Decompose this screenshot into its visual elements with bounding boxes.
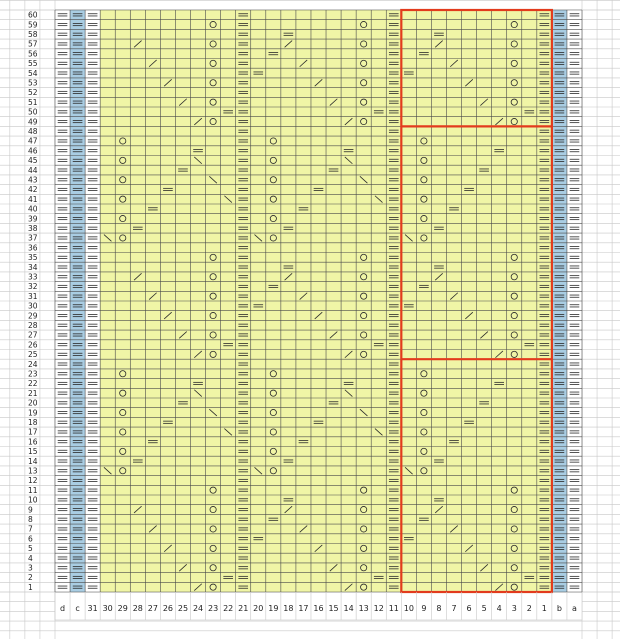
row-label: 36 (28, 243, 38, 253)
row-label: 59 (28, 20, 38, 30)
row-label: 2 (28, 573, 33, 583)
row-label: 11 (28, 485, 38, 495)
column-label: 23 (208, 604, 219, 613)
column-label: 24 (192, 604, 204, 613)
row-label: 1 (28, 582, 33, 592)
column-label: 9 (421, 604, 427, 613)
row-label: 29 (28, 311, 38, 321)
column-label: 8 (436, 604, 442, 613)
row-label: 30 (28, 301, 38, 311)
column-label: 13 (358, 604, 369, 613)
column-label: b (556, 604, 562, 613)
column-label: 31 (87, 604, 98, 613)
row-label: 45 (28, 156, 38, 166)
row-label: 40 (28, 204, 38, 214)
row-label: 52 (28, 88, 38, 98)
row-label: 60 (28, 10, 38, 20)
row-label: 3 (28, 563, 33, 573)
row-label: 34 (28, 262, 38, 272)
row-label: 35 (28, 253, 38, 263)
row-label: 17 (28, 427, 38, 437)
column-label: 19 (268, 604, 279, 613)
row-label: 42 (28, 185, 38, 195)
row-label: 46 (28, 146, 38, 156)
row-label: 43 (28, 175, 38, 185)
column-label: 18 (283, 604, 294, 613)
column-label: 1 (541, 604, 547, 613)
column-label: 12 (373, 604, 384, 613)
column-label: 30 (102, 604, 113, 613)
column-label: 20 (253, 604, 264, 613)
row-label: 49 (28, 117, 38, 127)
column-label: 16 (313, 604, 324, 613)
row-label: 25 (28, 350, 38, 360)
column-label: 2 (526, 604, 532, 613)
column-label: 3 (511, 604, 517, 613)
row-label: 31 (28, 291, 38, 301)
chart-grid (55, 10, 582, 592)
column-label: 5 (481, 604, 487, 613)
row-label: 48 (28, 126, 38, 136)
column-label: c (75, 604, 80, 613)
row-label: 39 (28, 214, 38, 224)
row-label: 24 (28, 359, 38, 369)
column-label: 29 (117, 604, 128, 613)
row-label: 58 (28, 29, 38, 39)
column-label: 15 (328, 604, 339, 613)
column-label: 6 (466, 604, 472, 613)
row-label: 51 (28, 97, 38, 107)
column-label: 4 (496, 604, 502, 613)
row-label: 10 (28, 495, 38, 505)
row-label: 18 (28, 417, 38, 427)
column-label: 14 (343, 604, 354, 613)
row-label: 21 (28, 388, 38, 398)
column-label: 28 (132, 604, 143, 613)
row-label: 14 (28, 456, 38, 466)
row-label: 57 (28, 39, 38, 49)
row-label: 33 (28, 272, 38, 282)
column-label: 7 (451, 604, 457, 613)
row-label: 5 (28, 544, 33, 554)
column-label: 25 (177, 604, 189, 613)
row-label: 56 (28, 49, 38, 59)
row-label: 19 (28, 408, 38, 418)
row-label: 28 (28, 320, 38, 330)
row-label: 44 (28, 165, 38, 175)
column-label: 26 (162, 604, 174, 613)
row-label: 50 (28, 107, 38, 117)
column-label: 22 (223, 604, 234, 613)
row-label: 26 (28, 340, 38, 350)
row-label: 13 (28, 466, 38, 476)
row-label: 37 (28, 233, 38, 243)
row-label: 32 (28, 282, 38, 292)
row-label: 23 (28, 369, 38, 379)
column-label: 17 (298, 604, 309, 613)
row-label: 15 (28, 447, 38, 457)
column-label: 11 (388, 604, 399, 613)
row-label: 16 (28, 437, 38, 447)
column-label: 10 (403, 604, 414, 613)
row-label: 20 (28, 398, 38, 408)
column-label: d (59, 604, 66, 613)
row-label: 22 (28, 379, 38, 389)
row-label: 27 (28, 330, 38, 340)
row-label: 53 (28, 78, 38, 88)
row-label: 12 (28, 476, 38, 486)
row-label: 38 (28, 223, 38, 233)
column-label: 21 (238, 604, 249, 613)
row-label: 54 (28, 68, 38, 78)
row-label: 7 (28, 524, 33, 534)
row-label: 41 (28, 194, 38, 204)
row-label: 55 (28, 59, 38, 69)
row-label: 47 (28, 136, 38, 146)
column-label: 27 (147, 604, 158, 613)
column-label: a (572, 604, 577, 613)
row-label: 4 (28, 553, 33, 563)
row-label: 6 (28, 534, 33, 544)
row-label: 8 (28, 514, 33, 524)
row-label: 9 (28, 505, 33, 515)
